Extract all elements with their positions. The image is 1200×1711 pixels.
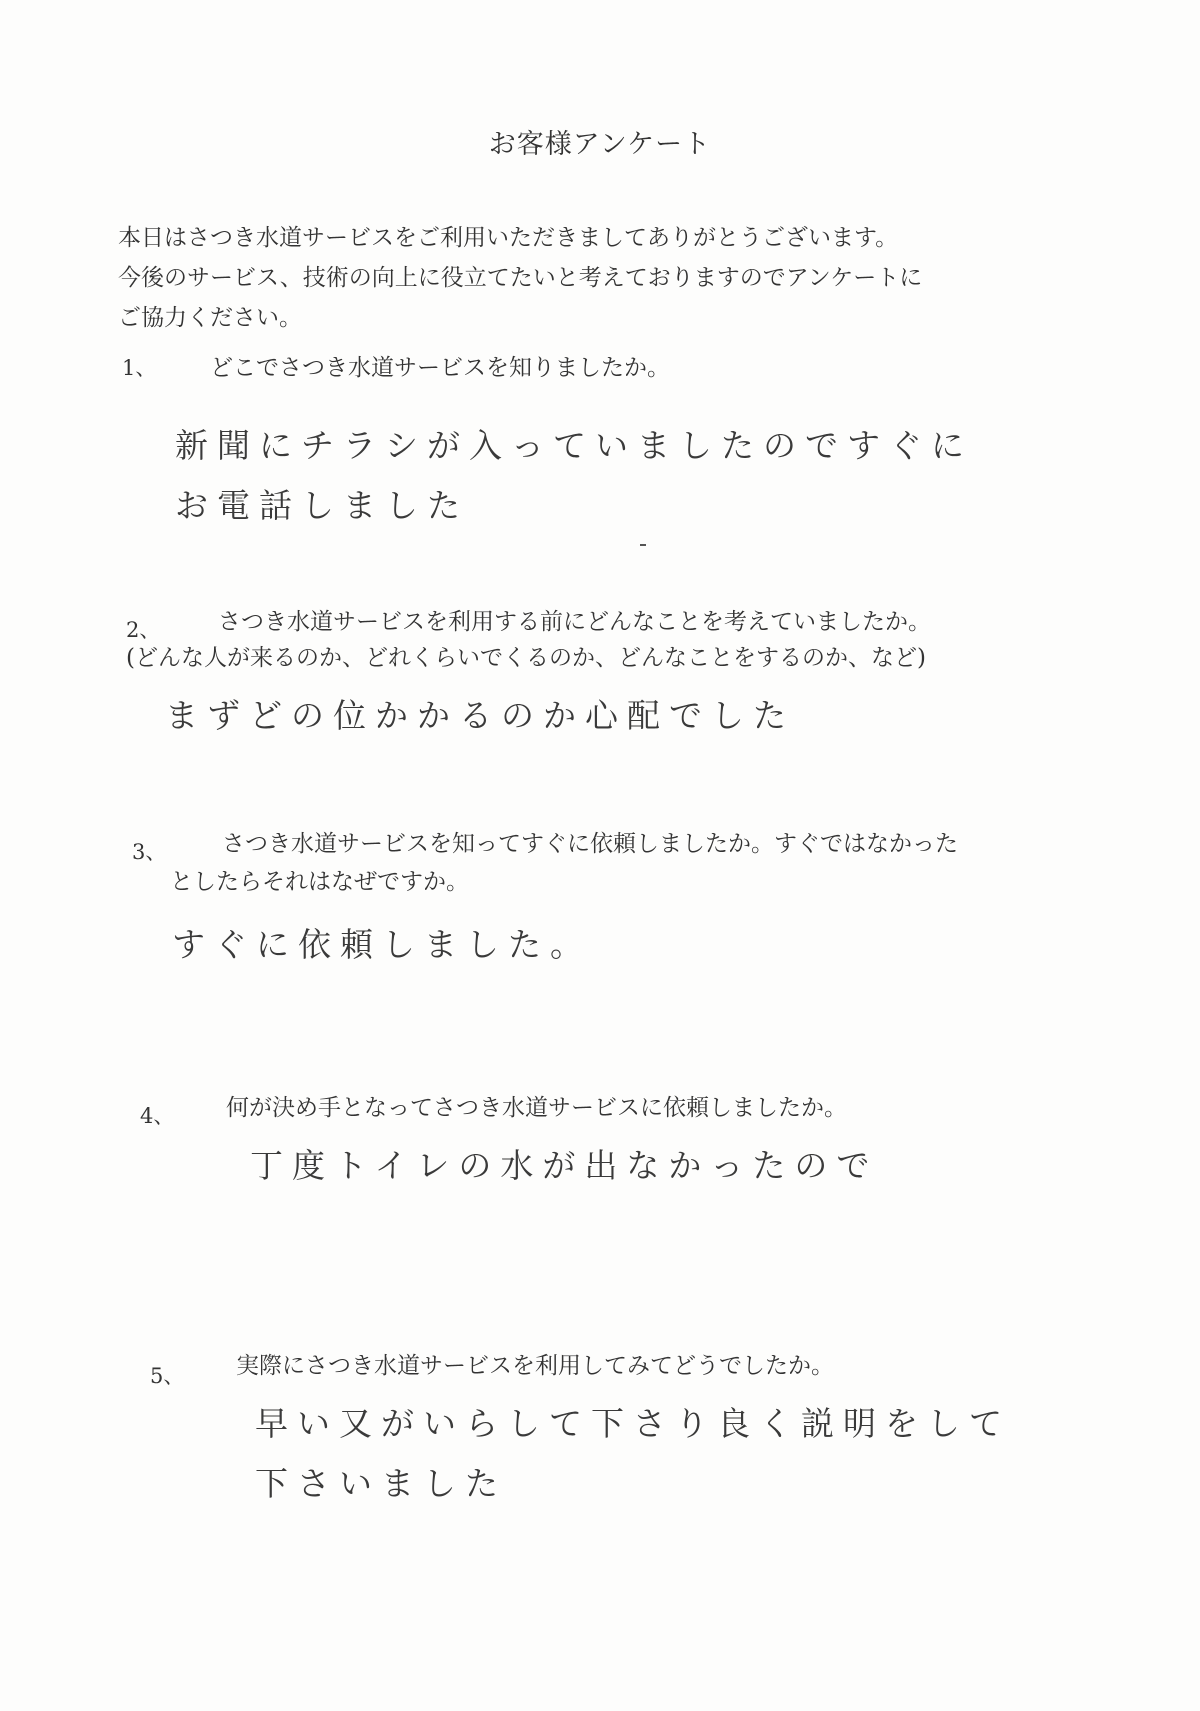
answer-3-line: すぐに依頼しました。: [172, 925, 592, 964]
intro-line: ご協力ください。: [118, 305, 302, 331]
question-3-number: 3、: [132, 840, 167, 864]
question-2-text-line-1: さつき水道サービスを利用する前にどんなことを考えていましたか。: [218, 609, 931, 635]
page-title: お客様アンケート: [488, 129, 712, 160]
answer-1: [175, 416, 973, 536]
answer-4-line: 丁度トイレの水が出なかったので: [250, 1146, 879, 1185]
answer-1-line: 新聞にチラシが入っていましたのですぐに: [175, 426, 973, 465]
question-3-text-line-2: としたらそれはなぜですか。: [170, 869, 469, 895]
question-4-number: 4、: [140, 1104, 175, 1128]
answer-5-line: 下さいました: [255, 1464, 507, 1503]
question-2-text-line-2: (どんな人が来るのか、どれくらいでくるのか、どんなことをするのか、など): [126, 645, 926, 671]
intro-line: 本日はさつき水道サービスをご利用いただきましてありがとうございます。: [118, 225, 899, 251]
intro-line: 今後のサービス、技術の向上に役立てたいと考えておりますのでアンケートに: [118, 265, 923, 291]
intro-paragraph: [118, 218, 1078, 338]
answer-4: [250, 1136, 878, 1196]
question-4-text: 何が決め手となってさつき水道サービスに依頼しましたか。: [226, 1095, 847, 1121]
answer-5: [255, 1394, 1011, 1514]
question-5-text: 実際にさつき水道サービスを利用してみてどうでしたか。: [236, 1353, 834, 1379]
question-2-number: 2、: [126, 618, 161, 642]
question-1-number: 1、: [122, 356, 157, 380]
scan-speck: [640, 544, 646, 546]
question-1-text: どこでさつき水道サービスを知りましたか。: [210, 355, 670, 381]
answer-3: [172, 915, 592, 975]
answer-2-line: まずどの位かかるのか心配でした: [165, 696, 795, 735]
question-5-number: 5、: [150, 1364, 185, 1388]
question-3-text-line-1: さつき水道サービスを知ってすぐに依頼しましたか。すぐではなかった: [222, 831, 958, 857]
answer-5-line: 早い又がいらして下さり良く説明をして: [255, 1404, 1011, 1443]
answer-1-line: お電話しました: [175, 486, 469, 525]
answer-2: [165, 686, 795, 746]
